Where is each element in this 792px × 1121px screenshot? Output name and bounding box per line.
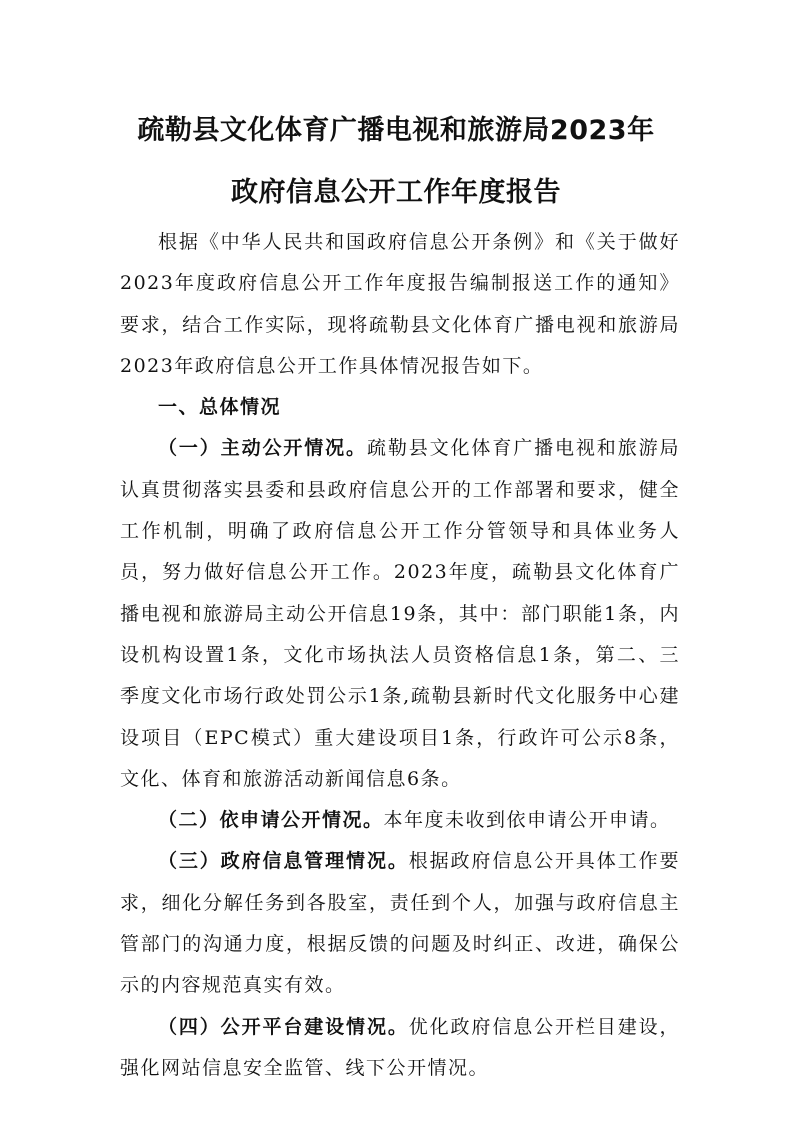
subsection-proactive-disclosure xyxy=(120,428,680,800)
subsection-body: 疏勒县文化体育广播电视和旅游局认真贯彻落实县委和县政府信息公开的工作部署和要求，健全工作机制，明确了政府信息公开工作分管领导和具体业务人员，努力做好信息公开工作。2023年度，疏勒县文化体育广播电视和旅游局主动公开信息19条，其中：部门职能1条，内设机构设置1条，文化市场执法人员资格信息1条，第二、三季度文化市场行政处罚公示1条,疏勒县新时代文化服务中心建设项目（EPC模式）重大建设项目1条，行政许可公示8条，文化、体育和旅游活动新闻信息6条。 xyxy=(120,437,680,790)
subsection-body: 优化政府信息公开栏目建设，强化网站信息安全监管、线下公开情况。 xyxy=(120,1015,680,1079)
subsection-body: 根据政府信息公开具体工作要求，细化分解任务到各股室，责任到个人，加强与政府信息主管部门的沟通力度，根据反馈的问题及时纠正、改进，确保公示的内容规范真实有效。 xyxy=(120,850,680,997)
section-heading-overview: 一、总体情况 xyxy=(158,396,282,419)
document-title-line-1: 疏勒县文化体育广播电视和旅游局2023年 xyxy=(137,115,655,146)
intro-paragraph: 根据《中华人民共和国政府信息公开条例》和《关于做好2023年度政府信息公开工作年度报告编制报送工作的通知》要求，结合工作实际，现将疏勒县文化体育广播电视和旅游局2023年政府信息公开工作具体情况报告如下。 xyxy=(120,231,680,377)
subsection-title: （二）依申请公开情况。 xyxy=(158,809,384,832)
document-title-line-2: 政府信息公开工作年度报告 xyxy=(231,177,561,208)
subsection-body: 本年度未收到依申请公开申请。 xyxy=(383,809,671,832)
subsection-title: （三）政府信息管理情况。 xyxy=(158,850,409,873)
subsection-platform-construction xyxy=(120,1007,680,1090)
subsection-title: （四）公开平台建设情况。 xyxy=(158,1015,409,1038)
subsection-title: （一）主动公开情况。 xyxy=(158,437,367,460)
subsection-info-management xyxy=(120,841,680,1006)
subsection-request-disclosure xyxy=(120,800,680,841)
document-body xyxy=(120,222,680,1089)
